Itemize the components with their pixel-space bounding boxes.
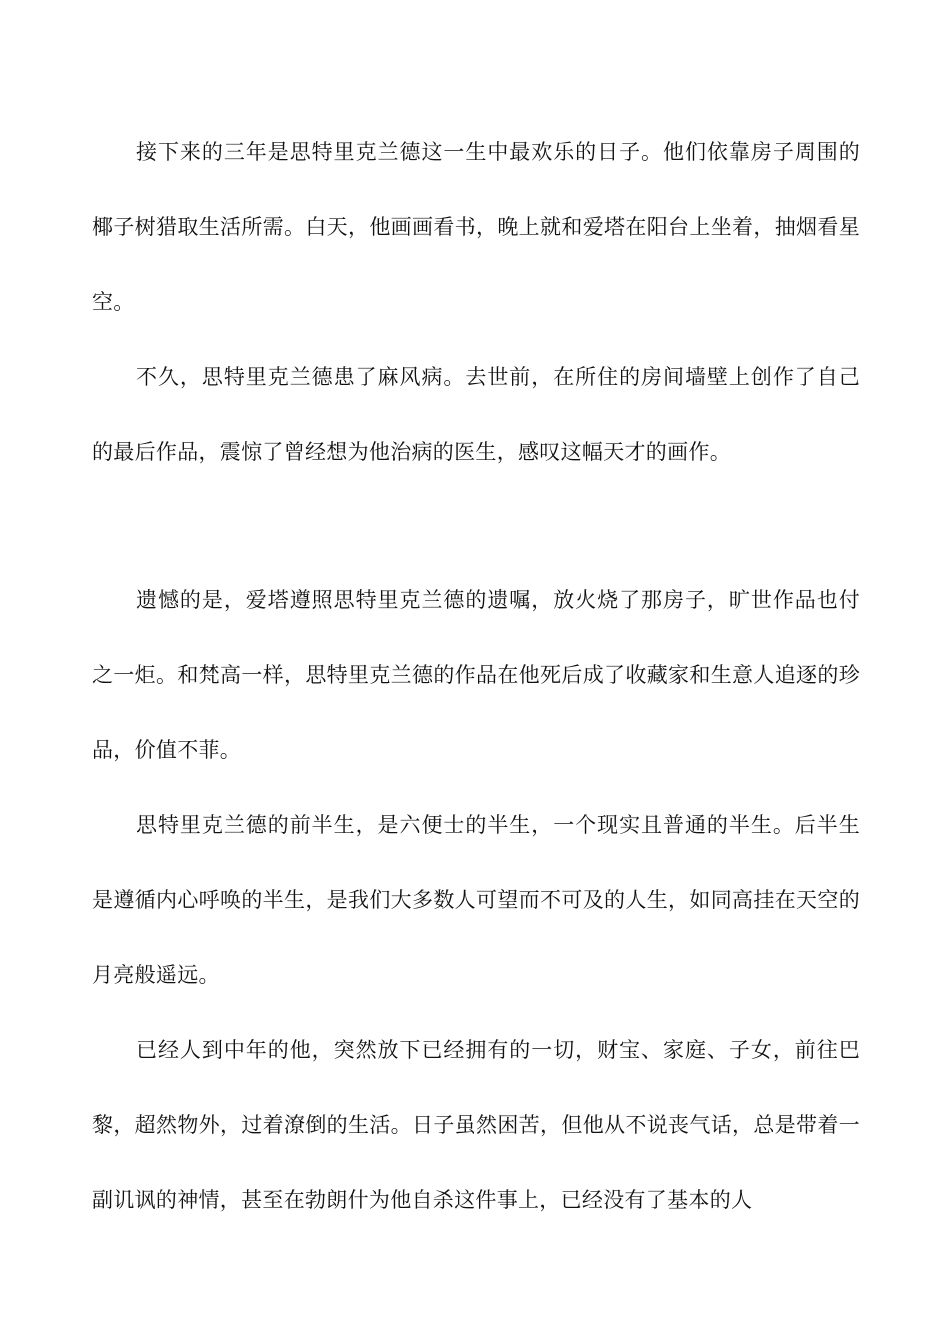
paragraph: 不久，思特里克兰德患了麻风病。去世前，在所住的房间墙壁上创作了自己的最后作品，震惊了曾经想为他治病的医生，感叹这幅天才的画作。 [92, 365, 860, 464]
paragraph: 思特里克兰德的前半生，是六便士的半生，一个现实且普通的半生。后半生是遵循内心呼唤的半生，是我们大多数人可望而不可及的人生，如同高挂在天空的月亮般遥远。 [92, 813, 860, 987]
paragraph: 遗憾的是，爱塔遵照思特里克兰德的遗嘱，放火烧了那房子，旷世作品也付之一炬。和梵高一样，思特里克兰德的作品在他死后成了收藏家和生意人追逐的珍品，价值不菲。 [92, 588, 860, 762]
paragraph: 接下来的三年是思特里克兰德这一生中最欢乐的日子。他们依靠房子周围的椰子树猎取生活所需。白天，他画画看书，晚上就和爱塔在阳台上坐着，抽烟看星空。 [92, 140, 860, 314]
paragraph: 已经人到中年的他，突然放下已经拥有的一切，财宝、家庭、子女，前往巴黎，超然物外，过着潦倒的生活。日子虽然困苦，但他从不说丧气话，总是带着一副讥讽的神情，甚至在勃朗什为他自杀这件事上，已经没有了基本的人 [92, 1038, 860, 1212]
